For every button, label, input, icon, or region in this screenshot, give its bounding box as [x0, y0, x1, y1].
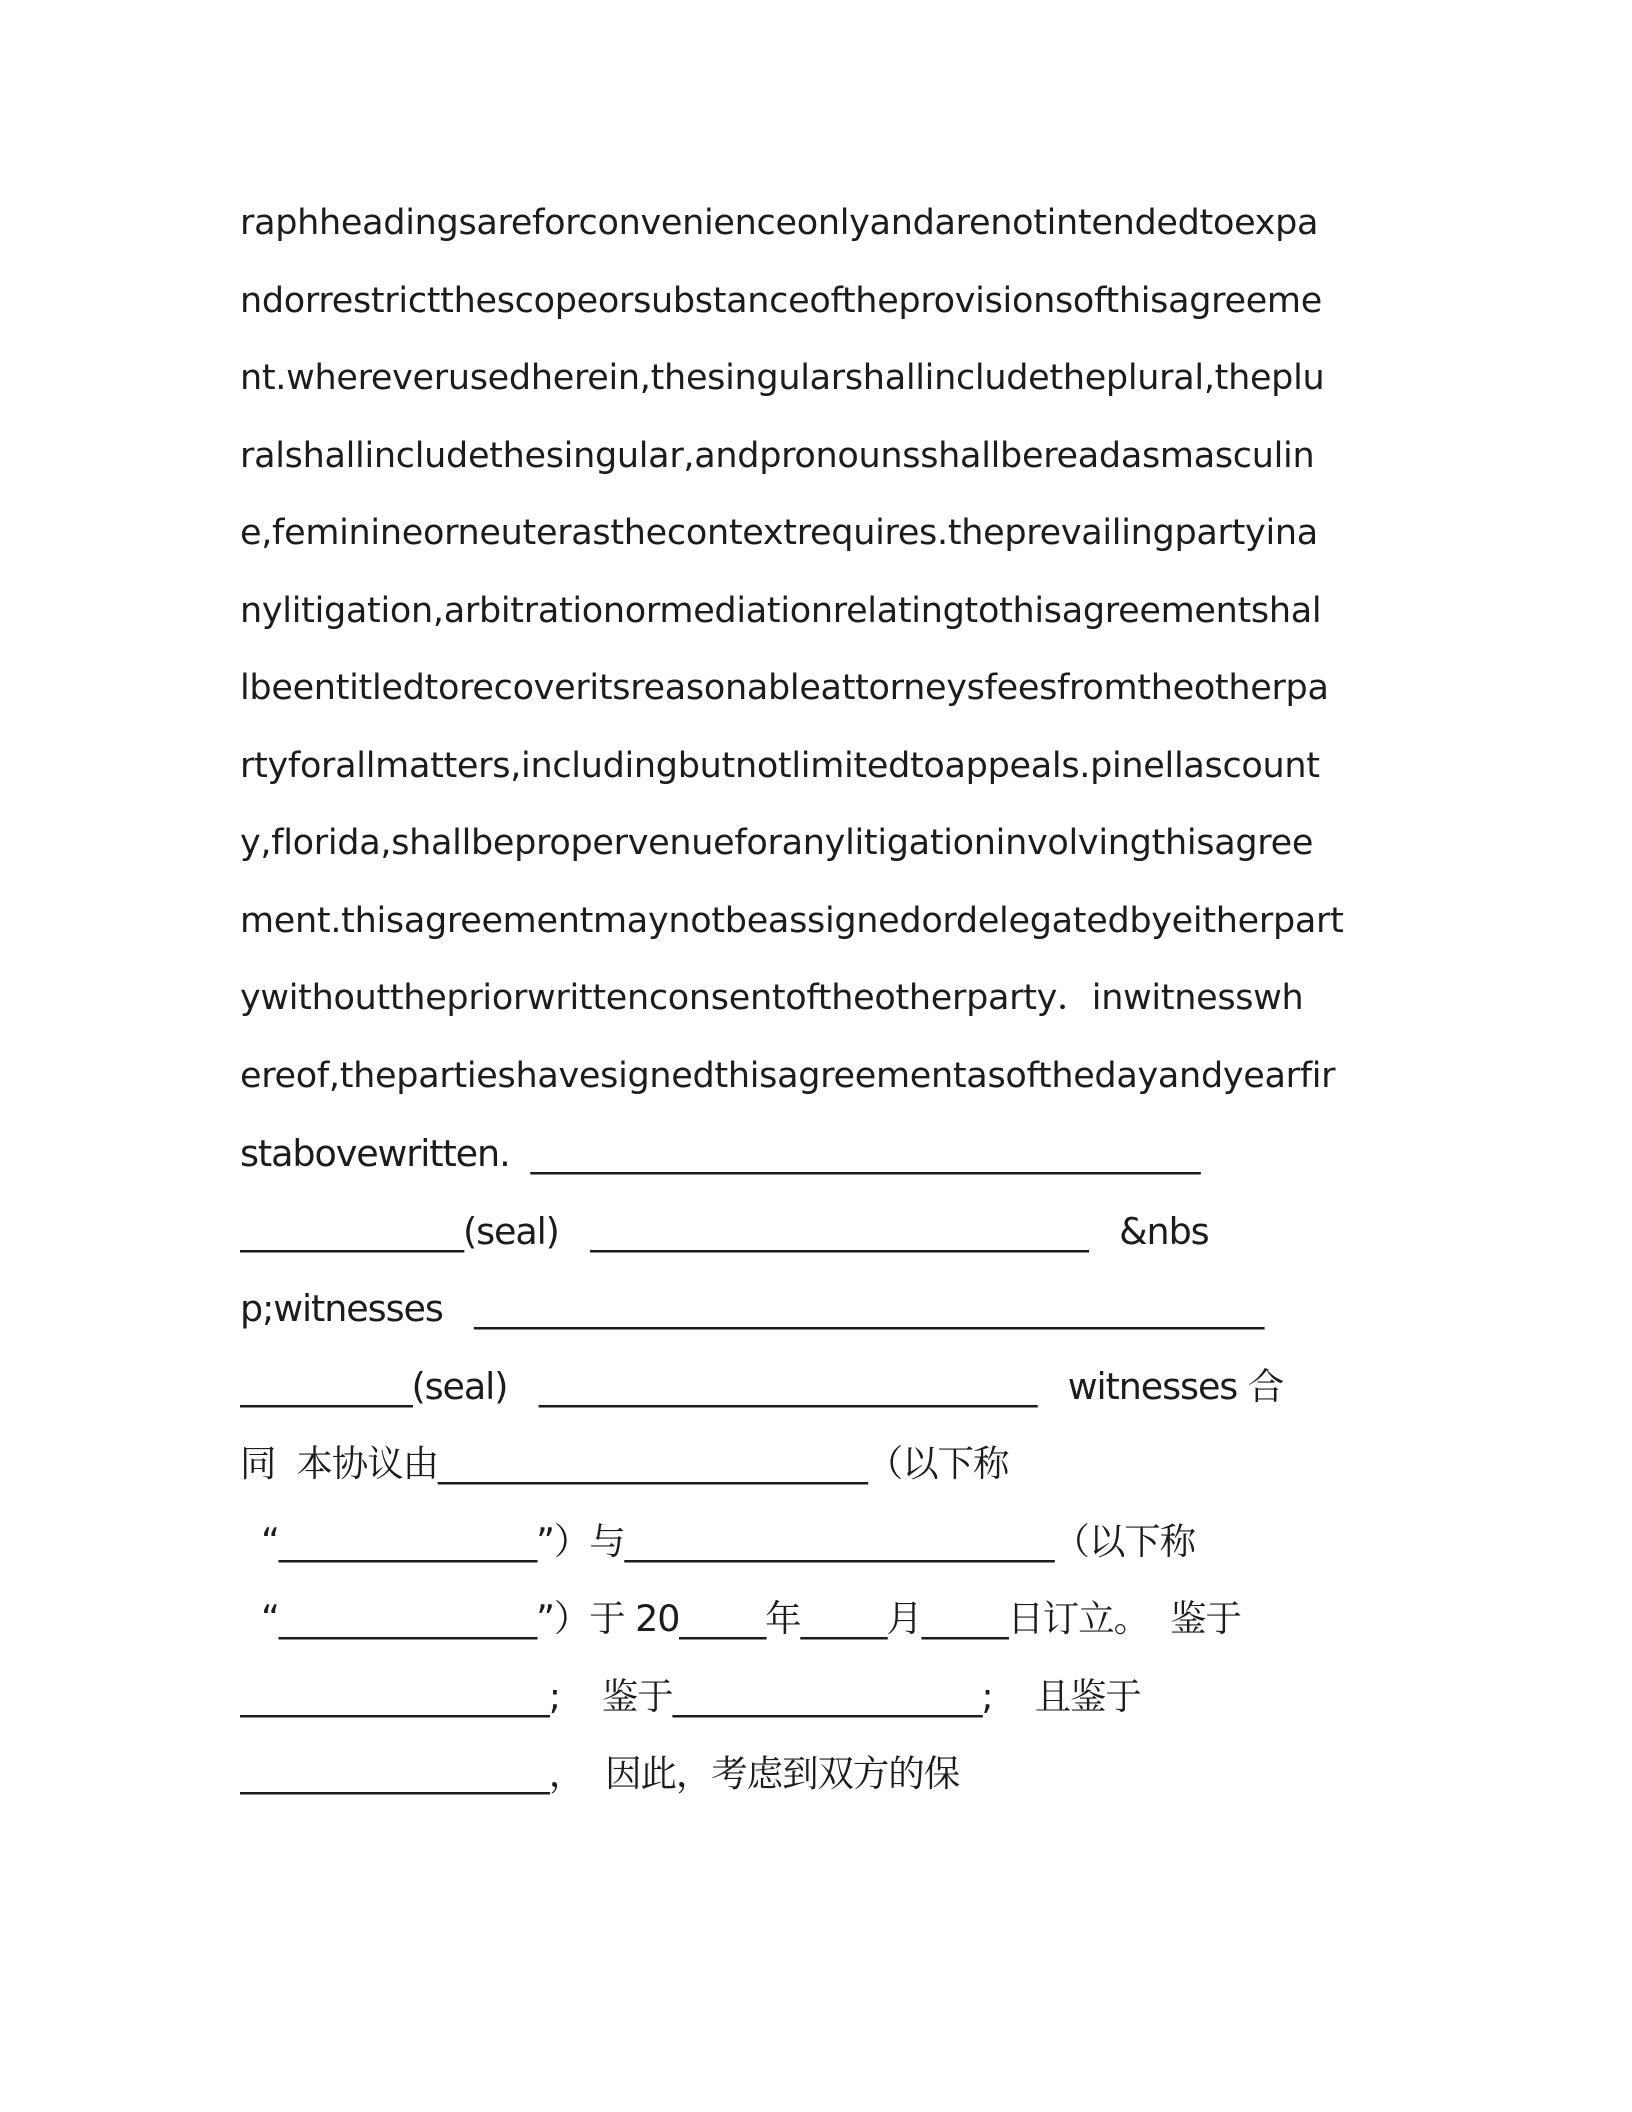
contract-line-3: “_______________”）于 20_____年_____月_____日订立。 鉴于 [240, 1597, 1241, 1640]
text-line-6: nylitigation,arbitrationormediationrelatingtothisagreementshal [240, 590, 1322, 631]
contract-line-5: __________________， 因此，考虑到双方的保 [240, 1752, 960, 1795]
text-line-1: raphheadingsareforconvenienceonlyandarenotintendedtoexpa [240, 203, 1319, 243]
text-line-8: rtyforallmatters,includingbutnotlimitedtoappeals.pinellascount [240, 745, 1320, 786]
signature-line-4: __________(seal) _____________________________ witnesses 合 [240, 1364, 1284, 1408]
signature-line-3: p;witnesses ______________________________________________ [240, 1287, 1264, 1330]
text-line-2: ndorrestrictthescopeorsubstanceoftheprovisionsofthisagreeme [240, 280, 1322, 321]
contract-line-4: __________________; 鉴于__________________; 且鉴于 [240, 1674, 1141, 1718]
text-line-12: ereof,thepartieshavesignedthisagreementasofthedayandyearfir [240, 1055, 1336, 1096]
text-line-7: lbeentitledtorecoveritsreasonableattorneysfeesfromtheotherpa [240, 668, 1329, 708]
signature-line-1: stabovewritten. _______________________________________ [240, 1132, 1200, 1175]
text-line-3: nt.whereverusedherein,thesingularshallincludetheplural,theplu [240, 358, 1325, 398]
text-line-5: e,feminineorneuterasthecontextrequires.theprevailingpartyina [240, 513, 1318, 553]
document-body [240, 185, 1400, 1813]
text-line-11: ywithoutthepriorwrittenconsentoftheotherparty．inwitnesswh [240, 978, 1304, 1018]
signature-line-2: _____________(seal) _____________________________ &nbs [240, 1209, 1209, 1253]
contract-line-1: 同 本协议由_________________________（以下称 [240, 1442, 1009, 1485]
contract-line-2: “_______________”）与_________________________（以下称 [240, 1519, 1196, 1563]
text-line-10: ment.thisagreementmaynotbeassignedordelegatedbyeitherpart [240, 900, 1344, 941]
text-line-4: ralshallincludethesingular,andpronounsshallbereadasmasculin [240, 435, 1315, 476]
text-line-9: y,florida,shallbepropervenueforanylitigationinvolvingthisagree [240, 823, 1314, 863]
